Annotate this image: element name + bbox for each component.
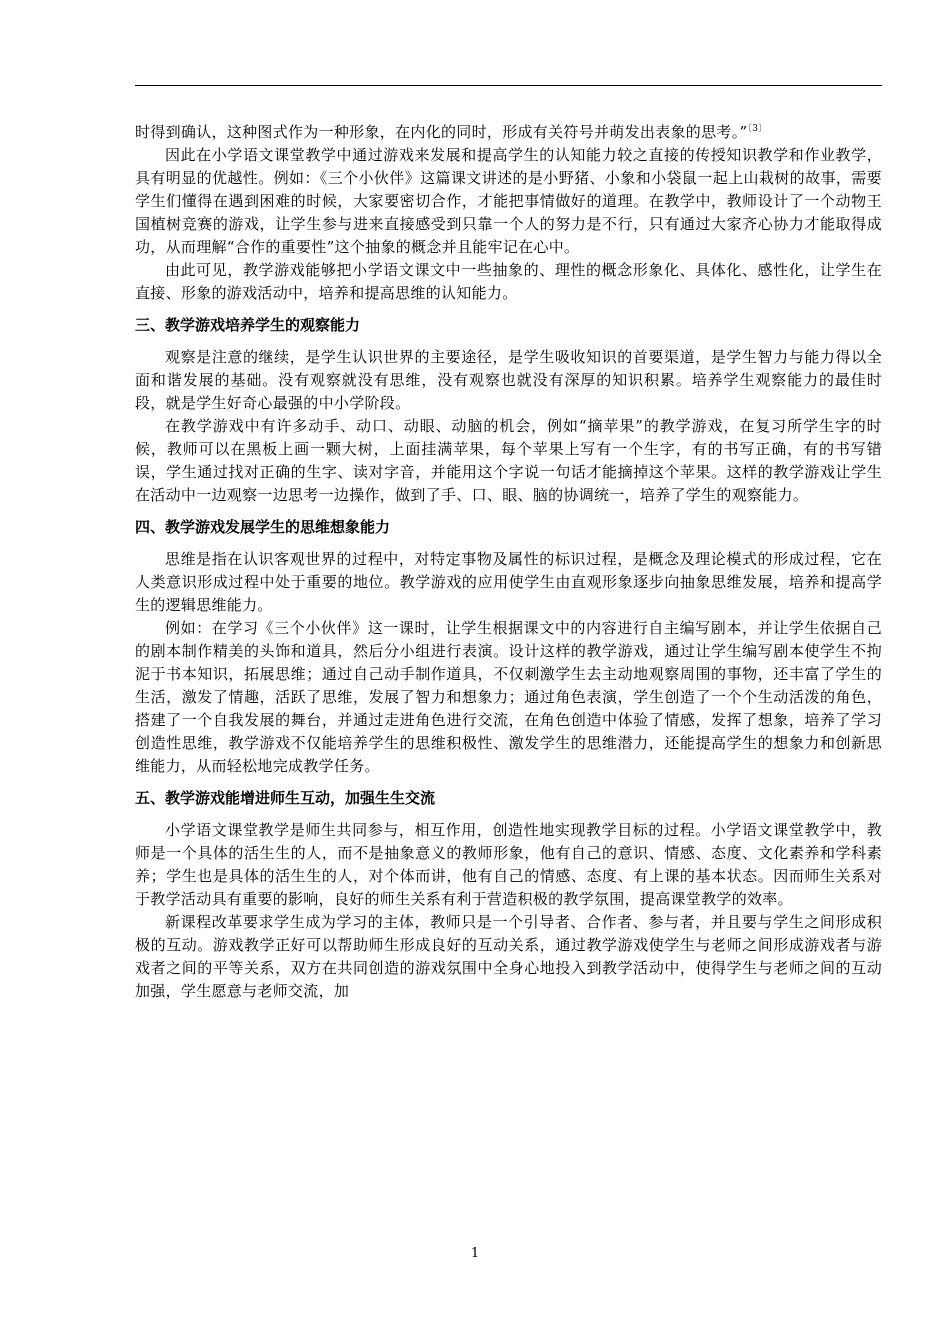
section-3-paragraph-1: 观察是注意的继续，是学生认识世界的主要途径，是学生吸收知识的首要渠道，是学生智力与能力得以全面和谐发展的基础。没有观察就没有思维，没有观察也就没有深厚的知识积累。培养学生观察能力的最佳时段，就是学生好奇心最强的中小学阶段。 [135, 348, 882, 412]
section-4-heading: 四、教学游戏发展学生的思维想象能力 [135, 518, 391, 536]
section-3-paragraph-2: 在教学游戏中有许多动手、动口、动眼、动脑的机会，例如“摘苹果”的教学游戏，在复习所学生字的时候，教师可以在黑板上画一颗大树，上面挂满苹果，每个苹果上写有一个生字，有的书写正确，有的书写错误，学生通过找对正确的生字、读对字音，并能用这个字说一句话才能摘掉这个苹果。这样的教学游戏让学生在活动中一边观察一边思考一边操作，做到了手、口、眼、脑的协调统一，培养了学生的观察能力。 [135, 417, 882, 504]
intro-paragraph-1: 因此在小学语文课堂教学中通过游戏来发展和提高学生的认知能力较之直接的传授知识教学和作业教学，具有明显的优越性。例如：《三个小伙伴》这篇课文讲述的是小野猪、小象和小袋鼠一起上山栽树的故事，需要学生们懂得在遇到困难的时候，大家要密切合作，才能把事情做好的道理。在教学中，教师设计了一个动物王国植树竞赛的游戏，让学生参与进来直接感受到只靠一个人的努力是不行，只有通过大家齐心协力才能取得成功，从而理解“合作的重要性”这个抽象的概念并且能牢记在心中。 [135, 146, 882, 256]
header-rule [135, 85, 882, 86]
intro-continuation-text: 时得到确认，这种图式作为一种形象，在内化的同时，形成有关符号并萌发出表象的思考。” [135, 123, 748, 141]
section-5-paragraph-1: 小学语文课堂教学是师生共同参与，相互作用，创造性地实现教学目标的过程。小学语文课堂教学中，教师是一个具体的活生生的人，而不是抽象意义的教师形象，他有自己的意识、情感、态度、文化素养和学科素养；学生也是具体的活生生的人，对个体而讲，他有自己的情感、态度、有上课的基本状态。因而师生关系对于教学活动具有重要的影响，良好的师生关系有利于营造积极的教学氛围，提高课堂教学的效率。 [135, 821, 882, 908]
intro-paragraph-2: 由此可见，教学游戏能够把小学语文课文中一些抽象的、理性的概念形象化、具体化、感性化，让学生在直接、形象的游戏活动中，培养和提高思维的认知能力。 [135, 261, 882, 302]
section-4-paragraph-1: 思维是指在认识客观世界的过程中，对特定事物及属性的标识过程，是概念及理论模式的形成过程，它在人类意识形成过程中处于重要的地位。教学游戏的应用使学生由直观形象逐步向抽象思维发展，培养和提高学生的逻辑思维能力。 [135, 550, 882, 614]
section-4-paragraph-2: 例如：在学习《三个小伙伴》这一课时，让学生根据课文中的内容进行自主编写剧本，并让学生依据自己的剧本制作精美的头饰和道具，然后分小组进行表演。设计这样的教学游戏，通过让学生编写剧本使学生不拘泥于书本知识，拓展思维；通过自己动手制作道具，不仅刺激学生去主动地观察周围的事物，还丰富了学生的生活，激发了情趣，活跃了思维，发展了智力和想象力；通过角色表演，学生创造了一个个生动活泼的角色，搭建了一个自我发展的舞台，并通过走进角色进行交流，在角色创造中体验了情感，发挥了想象，培养了学习创造性思维，教学游戏不仅能培养学生的思维积极性、激发学生的思维潜力，还能提高学生的想象力和创新思维能力，从而轻松地完成教学任务。 [135, 619, 882, 775]
section-3-heading: 三、教学游戏培养学生的观察能力 [135, 316, 361, 334]
page-number: 1 [470, 1246, 480, 1261]
section-5-paragraph-2: 新课程改革要求学生成为学习的主体，教师只是一个引导者、合作者、参与者，并且要与学生之间形成积极的互动。游戏教学正好可以帮助师生形成良好的互动关系，通过教学游戏使学生与老师之间形成游戏者与游戏者之间的平等关系，双方在共同创造的游戏氛围中全身心地投入到教学活动中，使得学生与老师之间的互动加强，学生愿意与老师交流，加 [135, 913, 882, 1000]
intro-continuation-paragraph [135, 121, 882, 144]
citation-reference: 〔3〕 [747, 124, 768, 134]
document-body [135, 121, 882, 1003]
section-5-heading: 五、教学游戏能增进师生互动，加强生生交流 [135, 789, 436, 807]
